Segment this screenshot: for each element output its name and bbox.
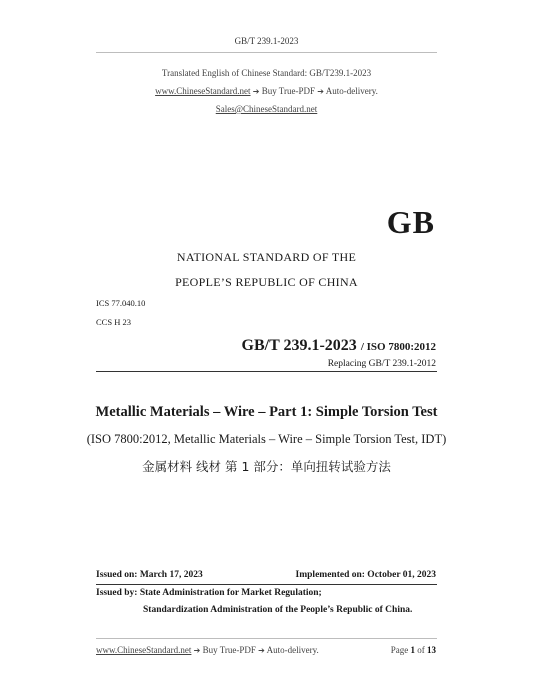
footer-buy-text: Buy True-PDF (202, 645, 256, 655)
sales-email-link[interactable]: Sales@ChineseStandard.net (215, 104, 318, 114)
national-standard-line1: NATIONAL STANDARD OF THE (176, 250, 357, 264)
title-english: Metallic Materials – Wire – Part 1: Simple Torsion Test (95, 404, 438, 420)
arrow-right-icon: ➔ (193, 646, 201, 655)
replacing-note: Replacing GB/T 239.1-2012 (327, 359, 436, 369)
header-divider (96, 52, 437, 53)
standard-number: GB/T 239.1-2023 (241, 337, 357, 354)
footer-auto-delivery: Auto-delivery. (266, 645, 319, 655)
standard-number-line (242, 337, 436, 355)
page-of: of (417, 645, 425, 655)
page-total: 13 (427, 645, 436, 655)
iso-reference: / ISO 7800:2012 (360, 341, 436, 353)
footer-links (96, 645, 319, 655)
arrow-right-icon: ➔ (258, 646, 265, 655)
header-links (0, 86, 533, 96)
header-site-link[interactable]: www.ChineseStandard.net (155, 86, 251, 96)
title-iso-equivalent: (ISO 7800:2012, Metallic Materials – Wire – Simple Torsion Test, IDT) (86, 432, 447, 446)
title-chinese: 金属材料 线材 第 1 部分：单向扭转试验方法 (142, 459, 391, 474)
arrow-right-icon: ➔ (252, 87, 260, 96)
issue-divider (96, 584, 437, 585)
national-standard-line2: PEOPLE’S REPUBLIC OF CHINA (175, 275, 358, 289)
footer-divider (96, 638, 437, 639)
translated-line: Translated English of Chinese Standard: GB/T239.1-2023 (161, 68, 372, 78)
footer-site-link[interactable]: www.ChineseStandard.net (96, 645, 192, 655)
header-standard-number: GB/T 239.1-2023 (234, 36, 299, 46)
header-auto-delivery: Auto-delivery. (325, 86, 378, 96)
page-current: 1 (410, 645, 415, 655)
arrow-right-icon: ➔ (317, 87, 324, 96)
gb-mark: GB (386, 204, 435, 240)
standard-number-divider (96, 371, 437, 372)
ccs-code: CCS H 23 (96, 317, 131, 327)
page-label: Page (390, 645, 409, 655)
header-buy-text: Buy True-PDF (261, 86, 315, 96)
ics-code: ICS 77.040.10 (96, 298, 146, 308)
sales-line (0, 104, 533, 114)
issued-by-line2: Standardization Administration of the People’s Republic of China. (143, 605, 413, 615)
issued-on: Issued on: March 17, 2023 (96, 570, 203, 580)
issued-by-line1: Issued by: State Administration for Market Regulation; (96, 588, 322, 598)
page-indicator (391, 645, 436, 655)
implemented-on: Implemented on: October 01, 2023 (295, 570, 436, 580)
